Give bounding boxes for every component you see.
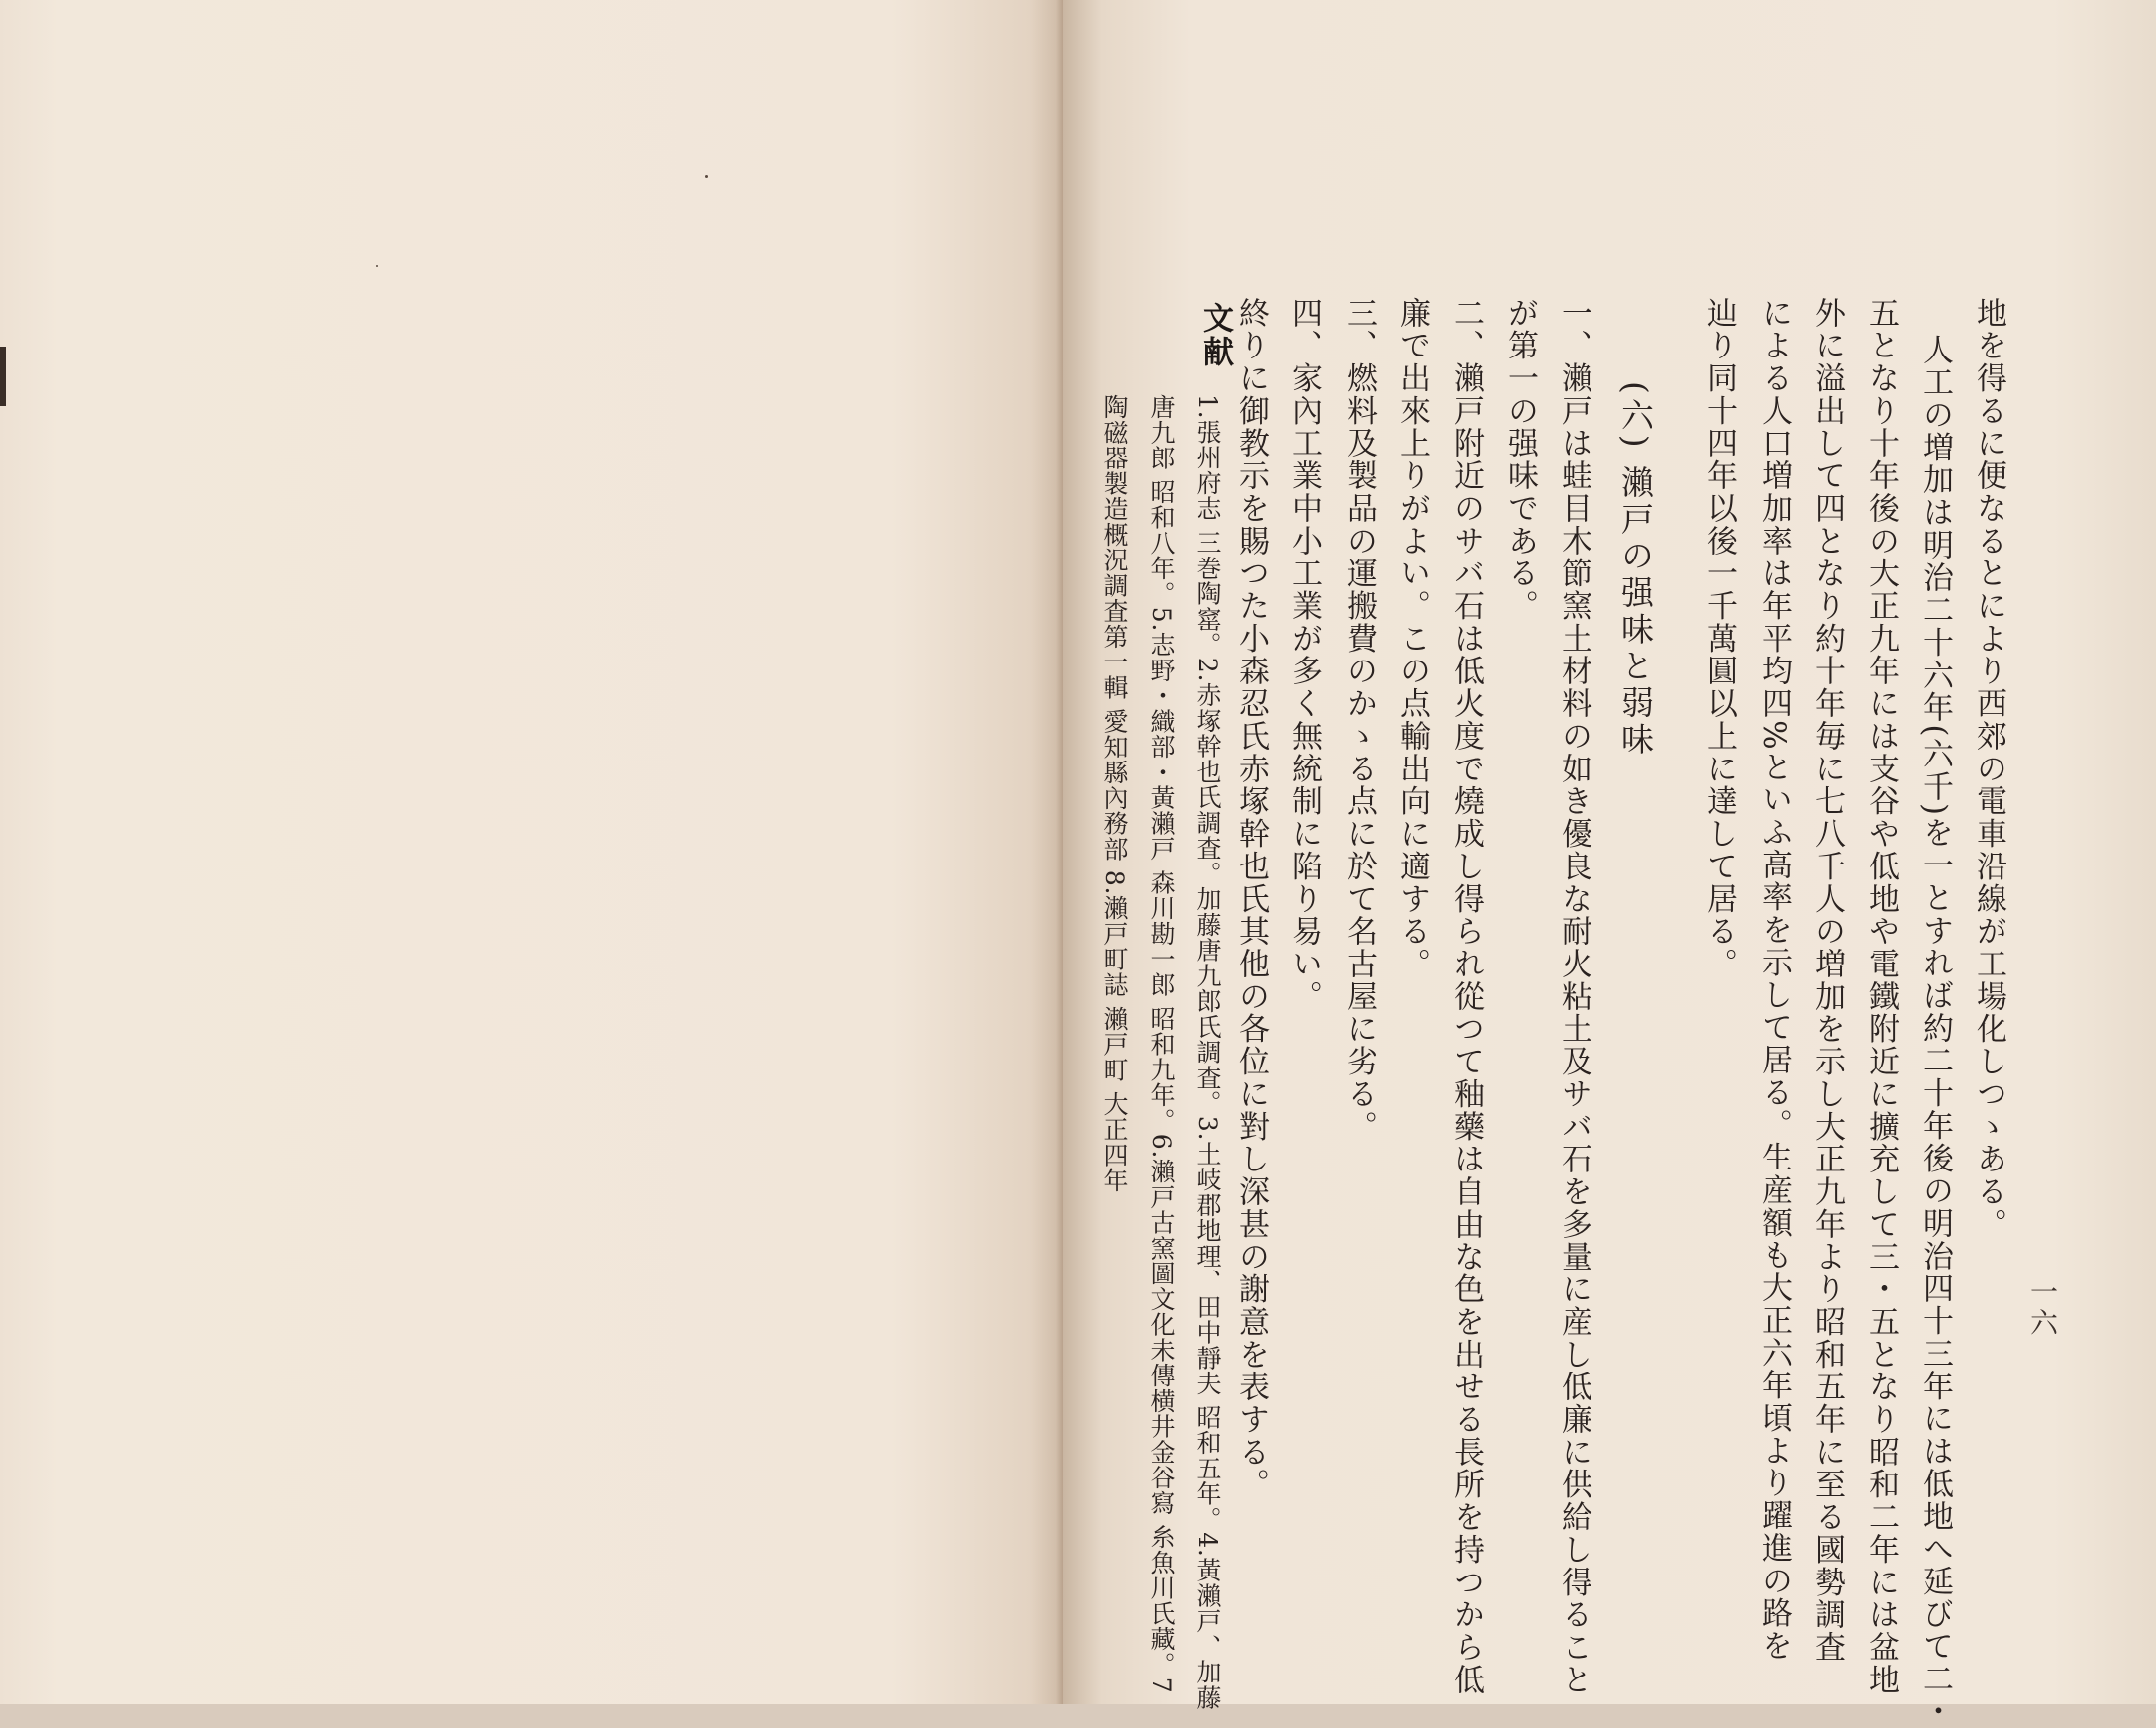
point-column: 二、瀨戸附近のサバ石は低火度で燒成し得られ從つて釉藥は自由な色を出せる長所を持つから低 <box>1448 297 1484 1696</box>
reference-line: 陶磁器製造概況調査第一輯 愛知縣內務部 8.瀨戸町誌 瀨戸町 大正四年 <box>1100 394 1129 1193</box>
text-column: による人口増加率は年平均四%といふ高率を示して居る。生産額も大正六年頃より躍進の路を <box>1756 297 1792 1663</box>
reference-line: 1.張州府志 三巻陶窰。2.赤塚幹也氏調査。加藤唐九郎氏調査。3.土岐郡地理、田中靜夫 昭和五年。4.黃瀨戸、加藤 <box>1193 394 1222 1711</box>
point-column: 一、瀨戸は蛙目木節窯土材料の如き優良な耐火粘土及サバ石を多量に産し低廉に供給し得ること <box>1556 297 1591 1696</box>
text-column: 外に溢出して四となり約十年毎に七八千人の増加を示し大正九年より昭和五年に至る國勢調査 <box>1809 297 1845 1665</box>
text-column: 地を得るに便なるとにより西郊の電車沿線が工場化しつゝある。 <box>1971 297 2006 1241</box>
text-column: 五となり十年後の大正九年には支谷や低地や電鐵附近に擴充して三・五となり昭和二年には盆地 <box>1863 297 1899 1696</box>
page-number: 一六 <box>2026 1277 2059 1339</box>
text-column: 人工の増加は明治二十六年(六千)を一とすれば約二十年後の明治四十三年には低地へ延びて二・ <box>1917 334 1953 1728</box>
acknowledgement: 終りに御教示を賜つた小森忍氏赤塚幹也氏其他の各位に對し深甚の謝意を表する。 <box>1233 297 1269 1501</box>
text-column: 辿り同十四年以後一千萬圓以上に達して居る。 <box>1701 297 1737 981</box>
paper-speck <box>705 175 708 178</box>
binding-shadow <box>0 347 6 406</box>
paper-speck <box>376 265 378 267</box>
left-page-blank <box>0 0 1063 1704</box>
section-heading: (六) 瀨戸の强味と弱味 <box>1616 381 1655 759</box>
references-heading: 文献 <box>1197 302 1233 370</box>
point-column: が第一の强味である。 <box>1502 297 1538 623</box>
point-column: 四、家內工業中小工業が多く無統制に陷り易い。 <box>1286 297 1322 1013</box>
point-column: 廉で出來上りがよい。この点輸出向に適する。 <box>1394 297 1430 981</box>
reference-line: 唐九郎 昭和八年。5.志野・織部・黃瀨戸 森川勘一郎 昭和九年。6.瀨戸古窯圖文化未傳横井金谷寫 糸魚川氏藏。7 <box>1147 394 1176 1694</box>
point-column: 三、燃料及製品の運搬費のかゝる点に於て名古屋に劣る。 <box>1341 297 1377 1144</box>
